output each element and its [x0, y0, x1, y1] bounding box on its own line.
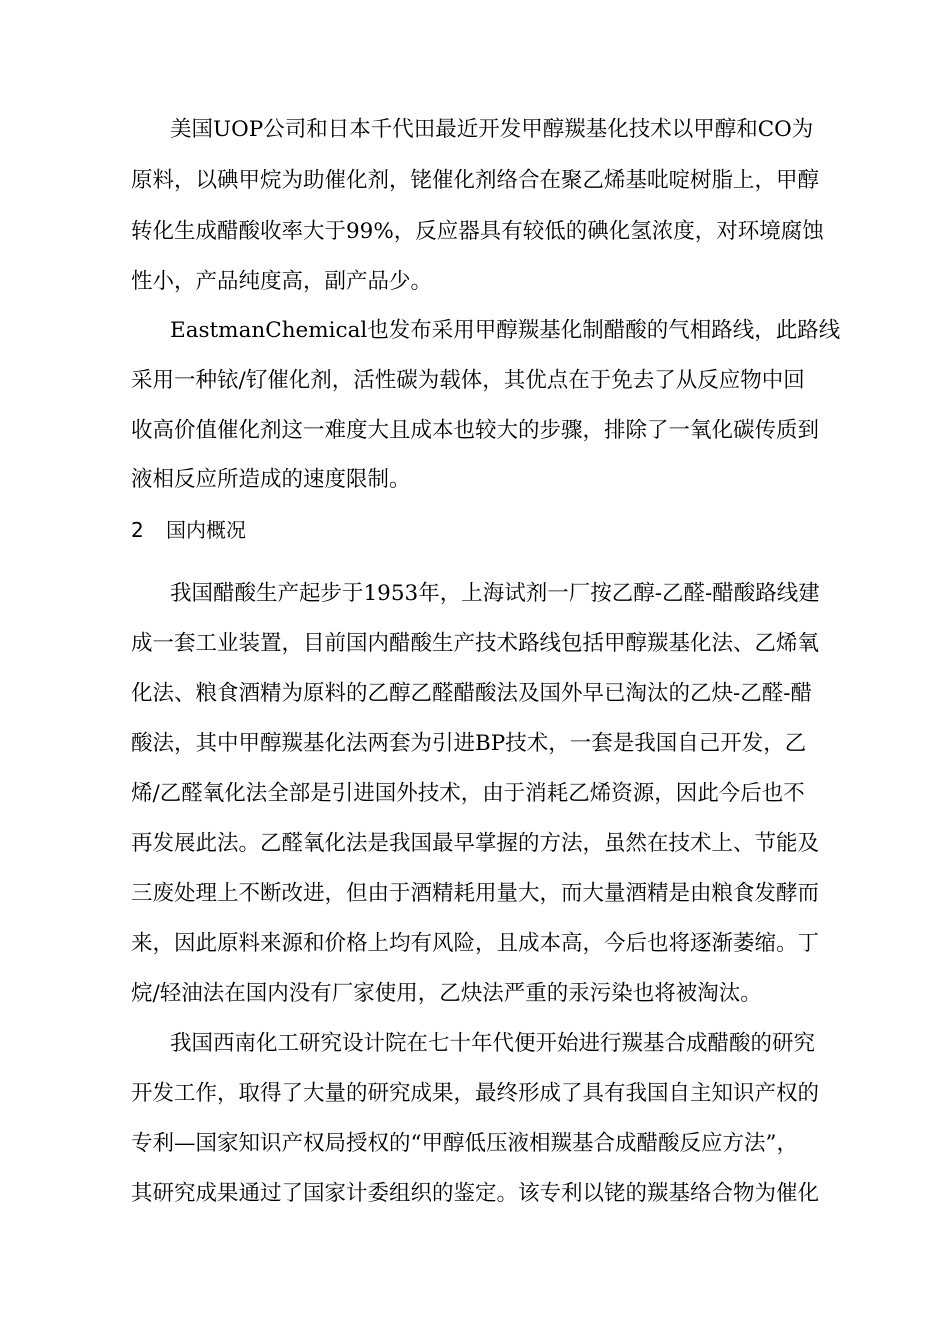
paragraph-3-line-1: 我国醋酸生产起步于1953年，上海试剂一厂按乙醇-乙醛-醋酸路线建 [170, 581, 820, 606]
paragraph-3-line-9: 烷/轻油法在国内没有厂家使用，乙炔法严重的汞污染也将被淘汰。 [131, 981, 762, 1006]
paragraph-3-line-5: 烯/乙醛氧化法全部是引进国外技术，由于消耗乙烯资源，因此今后也不 [131, 781, 805, 806]
paragraph-3-line-2: 成一套工业装置，目前国内醋酸生产技术路线包括甲醇羰基化法、乙烯氧 [131, 631, 820, 656]
paragraph-3-line-8: 来，因此原料来源和价格上均有风险，且成本高，今后也将逐渐萎缩。丁 [131, 931, 820, 956]
paragraph-3-line-4: 酸法，其中甲醇羰基化法两套为引进BP技术，一套是我国自己开发，乙 [131, 731, 807, 756]
paragraph-3-line-6: 再发展此法。乙醛氧化法是我国最早掌握的方法，虽然在技术上、节能及 [131, 831, 820, 856]
paragraph-1-line-2: 原料，以碘甲烷为助催化剂，铑催化剂络合在聚乙烯基吡啶树脂上，甲醇 [131, 168, 820, 193]
paragraph-3-line-7: 三废处理上不断改进，但由于酒精耗用量大，而大量酒精是由粮食发酵而 [131, 881, 820, 906]
paragraph-1-line-4: 性小，产品纯度高，副产品少。 [131, 269, 433, 294]
paragraph-2-line-1: EastmanChemical也发布采用甲醇羰基化制醋酸的气相路线，此路线 [170, 318, 841, 343]
paragraph-2-line-3: 收高价值催化剂这一难度大且成本也较大的步骤，排除了一氧化碳传质到 [131, 418, 820, 443]
paragraph-4-line-2: 开发工作，取得了大量的研究成果，最终形成了具有我国自主知识产权的 [131, 1081, 820, 1106]
paragraph-2-line-2: 采用一种铱/钌催化剂，活性碳为载体，其优点在于免去了从反应物中回 [131, 368, 805, 393]
paragraph-1-line-1: 美国UOP公司和日本千代田最近开发甲醇羰基化技术以甲醇和CO为 [170, 117, 814, 142]
paragraph-2-line-4: 液相反应所造成的速度限制。 [131, 467, 411, 492]
paragraph-4-line-1: 我国西南化工研究设计院在七十年代便开始进行羰基合成醋酸的研究 [170, 1031, 816, 1056]
paragraph-1-line-3: 转化生成醋酸收率大于99%，反应器具有较低的碘化氢浓度，对环境腐蚀 [131, 219, 824, 244]
section-heading-title: 国内概况 [166, 518, 246, 542]
paragraph-4-line-3: 专利—国家知识产权局授权的“甲醇低压液相羰基合成醋酸反应方法”， [131, 1131, 798, 1156]
section-heading-number: 2 [131, 518, 144, 542]
paragraph-3-line-3: 化法、粮食酒精为原料的乙醇乙醛醋酸法及国外早已淘汰的乙炔-乙醛-醋 [131, 681, 813, 706]
paragraph-4-line-4: 其研究成果通过了国家计委组织的鉴定。该专利以铑的羰基络合物为催化 [131, 1181, 820, 1206]
